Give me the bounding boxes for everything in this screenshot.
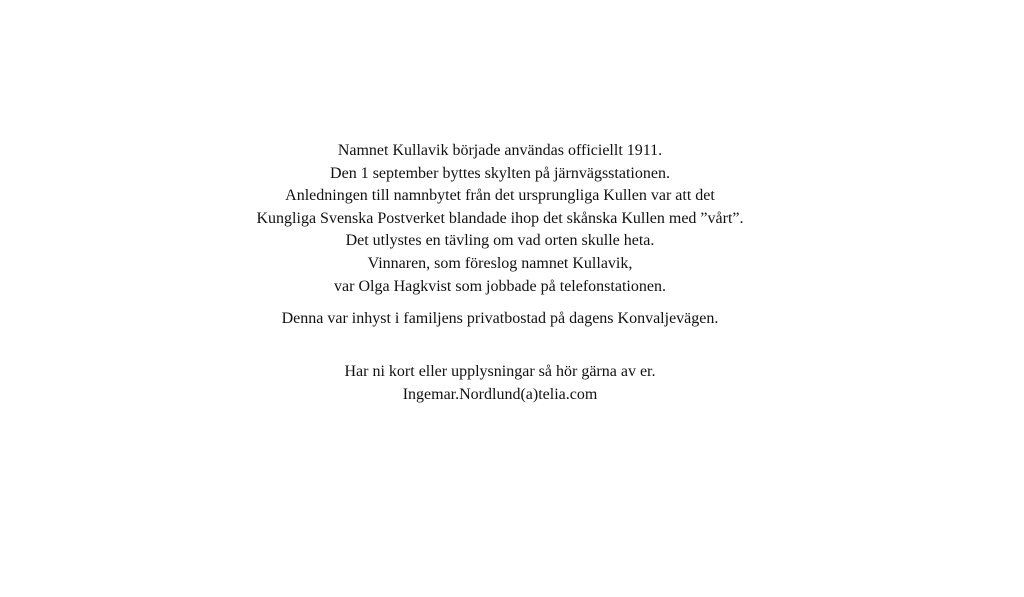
history-line-1: Namnet Kullavik började användas officiellt 1911.: [337, 142, 663, 159]
history-line-7: var Olga Hagkvist som jobbade på telefonstationen.: [334, 277, 666, 295]
location-paragraph: [0, 308, 1000, 331]
history-paragraph: [0, 140, 1000, 298]
history-line-5: Det utlystes en tävling om vad orten skulle heta.: [345, 232, 655, 250]
history-line-4: Kungliga Svenska Postverket blandade ihop det skånska Kullen med ”vårt”.: [256, 209, 744, 227]
history-line-6: Vinnaren, som föreslog namnet Kullavik,: [367, 254, 633, 272]
contact-section: [0, 361, 1000, 406]
contact-email: Ingemar.Nordlund(a)telia.com: [402, 385, 598, 403]
history-line-2: Den 1 september byttes skylten på järnvägsstationen.: [330, 164, 670, 182]
contact-request: Har ni kort eller upplysningar så hör gärna av er.: [344, 363, 656, 380]
location-line: Denna var inhyst i familjens privatbostad på dagens Konvaljevägen.: [281, 310, 719, 327]
history-line-3: Anledningen till namnbytet från det ursprungliga Kullen var att det: [285, 187, 715, 205]
